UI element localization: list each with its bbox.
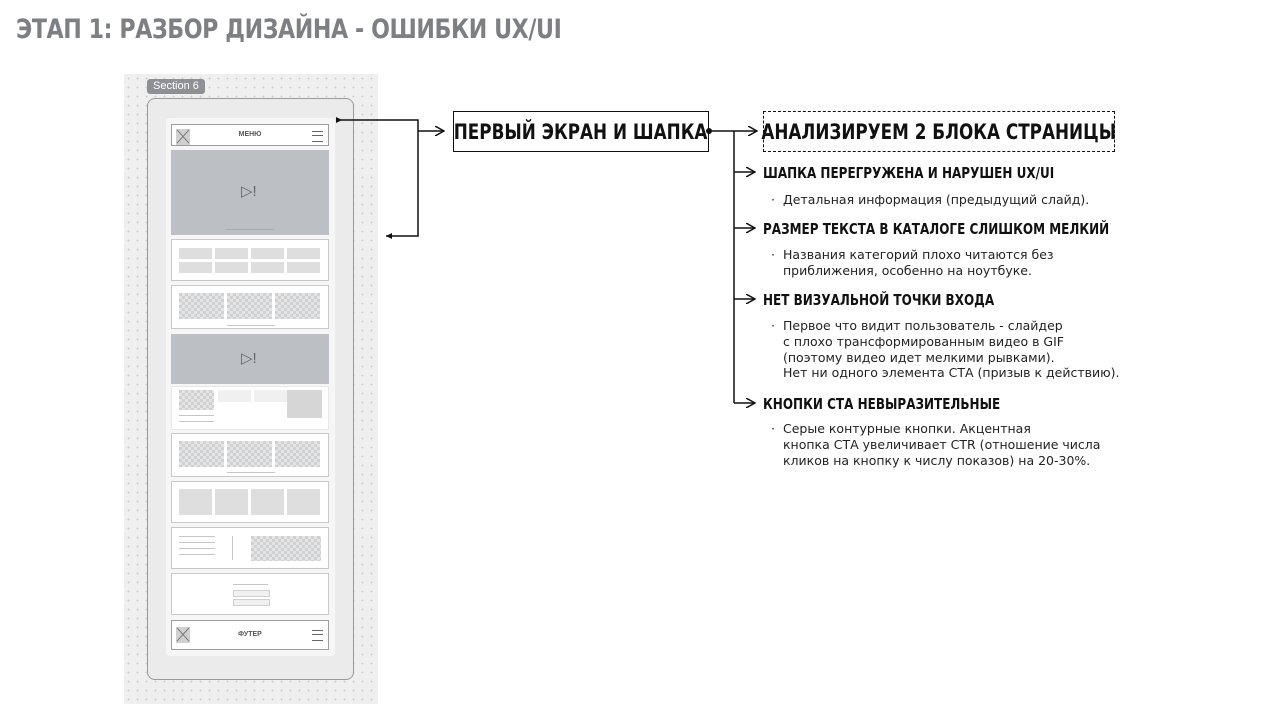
page-title: ЭТАП 1: РАЗБОР ДИЗАЙНА - ОШИБКИ UX/UI	[16, 14, 562, 45]
bracket-connector	[336, 120, 418, 236]
first-screen-box-label: ПЕРВЫЙ ЭКРАН И ШАПКА	[454, 119, 708, 144]
finding-title: НЕТ ВИЗУАЛЬНОЙ ТОЧКИ ВХОДА	[763, 291, 995, 309]
finding-title: КНОПКИ СТА НЕВЫРАЗИТЕЛЬНЫЕ	[763, 395, 1001, 413]
wireframe-footer-label: ФУТЕР	[238, 631, 262, 638]
wireframe-menu-label: МЕНЮ	[238, 131, 262, 138]
analysis-box	[763, 111, 1115, 152]
section-tag[interactable]: Section 6	[147, 79, 205, 94]
analysis-box-label: АНАЛИЗИРУЕМ 2 БЛОКА СТРАНИЦЫ	[761, 119, 1117, 144]
first-screen-box	[453, 111, 709, 152]
finding-title: ШАПКА ПЕРЕГРУЖЕНА И НАРУШЕН UX/UI	[763, 164, 1055, 182]
play-video-icon: ▷!	[241, 350, 257, 367]
finding-title: РАЗМЕР ТЕКСТА В КАТАЛОГЕ СЛИШКОМ МЕЛКИЙ	[763, 220, 1110, 238]
play-video-icon: ▷!	[241, 183, 257, 200]
